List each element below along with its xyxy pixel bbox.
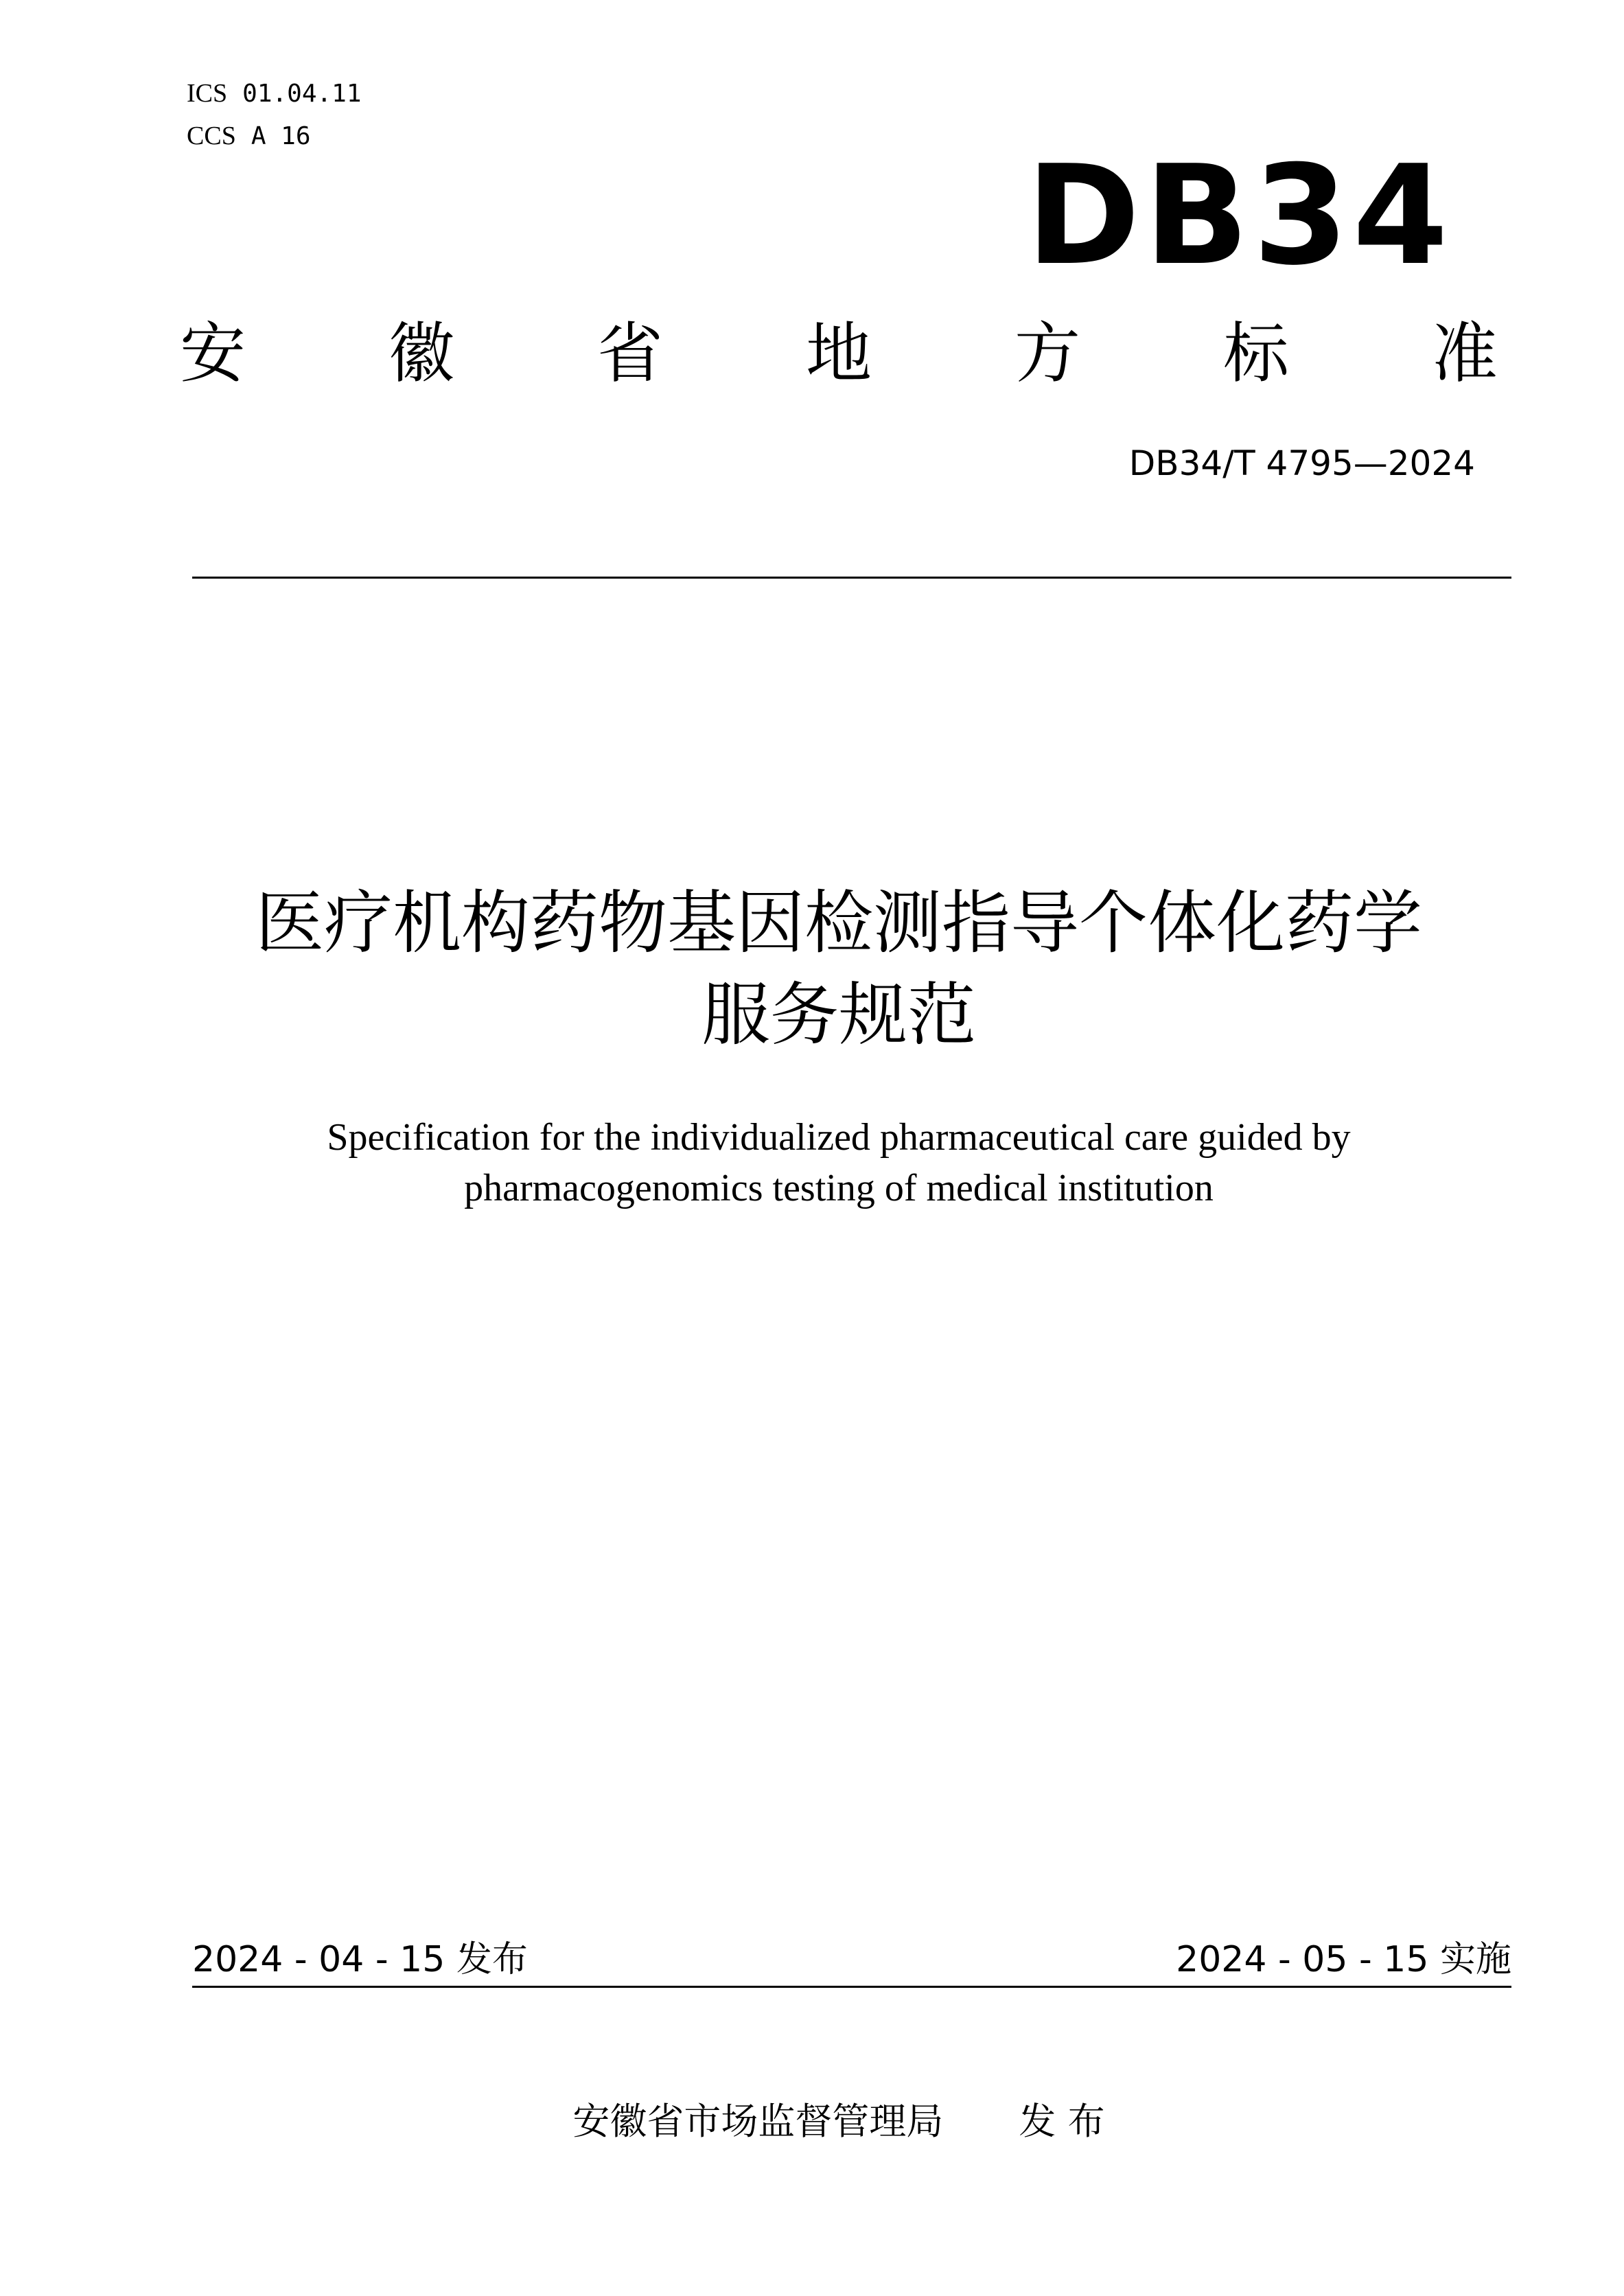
- ics-label: ICS: [187, 79, 228, 108]
- ics-code: [187, 77, 362, 110]
- db34-logo: DB34: [1026, 136, 1452, 296]
- title-cn-line: 医疗机构药物基因检测指导个体化药学: [255, 883, 1422, 963]
- standard-type-char: 准: [1432, 315, 1498, 392]
- issuer-name: 安徽省市场监督管理局: [572, 2100, 944, 2143]
- issuer-action: 发 布: [1019, 2100, 1105, 2143]
- implementation-date: 2024 - 05 - 15 实施: [1176, 1939, 1511, 1980]
- ccs-label: CCS: [187, 121, 236, 150]
- title-en-line: pharmacogenomics testing of medical institution: [464, 1167, 1214, 1209]
- release-date: 2024 - 04 - 15 发布: [192, 1939, 528, 1980]
- issuer: [180, 2099, 1498, 2144]
- standard-type-char: 地: [806, 315, 872, 392]
- standard-type-char: 徽: [388, 315, 454, 392]
- title-cn-line: 服务规范: [701, 975, 976, 1055]
- ics-value: 01.04.11: [242, 80, 362, 108]
- standard-type-heading: [180, 312, 1498, 395]
- standard-type-char: 标: [1223, 315, 1289, 392]
- ccs-value: A 16: [251, 122, 311, 150]
- standard-type-char: 方: [1014, 315, 1080, 392]
- standard-number: DB34/T 4795—2024: [1128, 443, 1475, 483]
- standard-type-char: 安: [180, 315, 246, 392]
- document-title-cn: [180, 877, 1498, 1061]
- ccs-code: [187, 119, 311, 152]
- document-title-en: [180, 1112, 1498, 1214]
- title-en-line: Specification for the individualized pharmaceutical care guided by: [327, 1116, 1351, 1159]
- top-divider: [192, 577, 1511, 579]
- standard-type-char: 省: [597, 315, 663, 392]
- bottom-divider: [192, 1986, 1511, 1988]
